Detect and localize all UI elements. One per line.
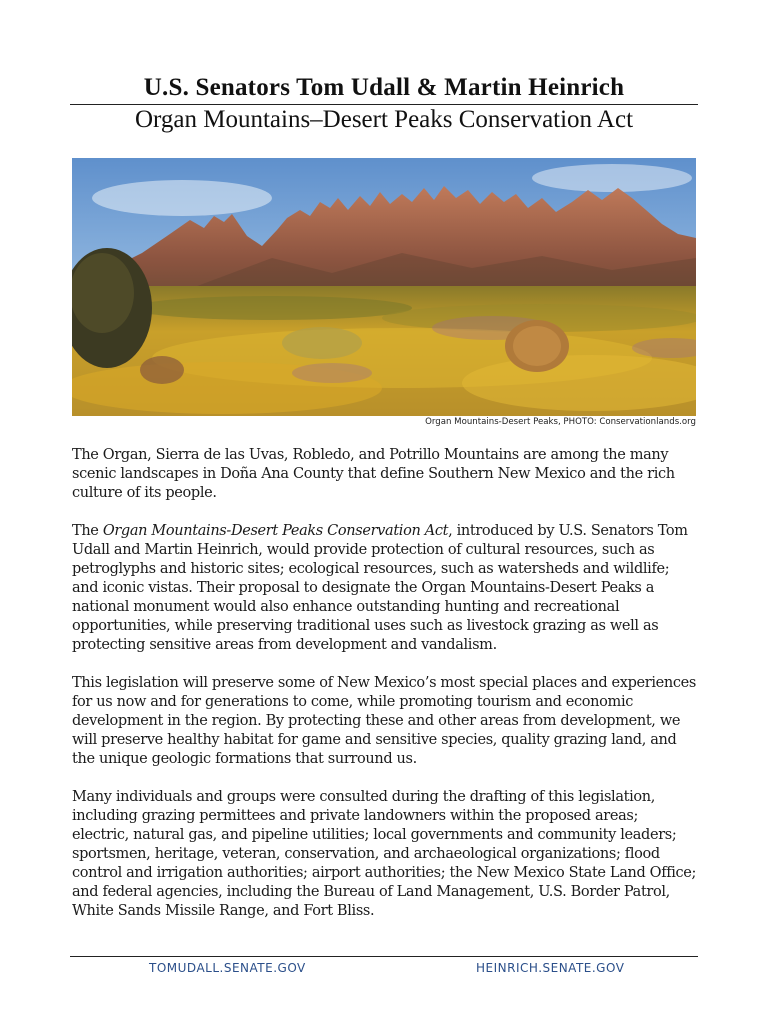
paragraph-4: Many individuals and groups were consulted during the drafting of this legislation, including grazing permittees and private landowners within the proposed areas; electric, natural gas, and pipeline utilities; local governments and community leaders; sportsmen, heritage, veteran, conservation, and archaeological organizations; flood control and irrigation authorities; airport authorities; the New Mexico State Land Office; and federal agencies, including the Bureau of Land Management, U.S. Border Patrol, White Sands Missile Range, and Fort Bliss. [72, 789, 697, 919]
body-text [72, 446, 698, 940]
paragraph-2 [72, 522, 698, 655]
heinrich-website-link[interactable]: HEINRICH.SENATE.GOV [476, 961, 625, 975]
paragraph-1: The Organ, Sierra de las Uvas, Robledo, and Potrillo Mountains are among the many scenic landscapes in Doña Ana County that define Southern New Mexico and the rich culture of its people. [72, 447, 675, 501]
title-divider [70, 104, 698, 105]
paragraph-3: This legislation will preserve some of New Mexico’s most special places and experiences for us now and for generations to come, while promoting tourism and economic development in the region. By protecting these and other areas from development, we will preserve healthy habitat for game and sensitive species, quality grazing land, and the unique geologic formations that surround us. [72, 675, 696, 767]
act-name: Organ Mountains-Desert Peaks Conservation Act [102, 523, 449, 539]
photo-caption: Organ Mountains-Desert Peaks, PHOTO: Conservationlands.org [425, 417, 696, 427]
organ-mountains-photo [72, 158, 696, 416]
document-title: U.S. Senators Tom Udall & Martin Heinrich [143, 74, 625, 101]
document-subtitle: Organ Mountains–Desert Peaks Conservation Act [134, 106, 634, 133]
footer-divider [70, 956, 698, 957]
udall-website-link[interactable]: TOMUDALL.SENATE.GOV [149, 961, 306, 975]
paragraph-2-intro: The [72, 523, 103, 539]
paragraph-2-rest: , introduced by U.S. Senators Tom Udall and Martin Heinrich, would provide protection of cultural resources, such as petroglyphs and historic sites; ecological resources, such as watersheds and wildlife; and iconic vistas. Their proposal to designate the Organ Mountains-Desert Peaks a national monument would also enhance outstanding hunting and recreational opportunities, while preserving traditional uses such as livestock grazing as well as protecting sensitive areas from development and vandalism. [72, 523, 688, 653]
